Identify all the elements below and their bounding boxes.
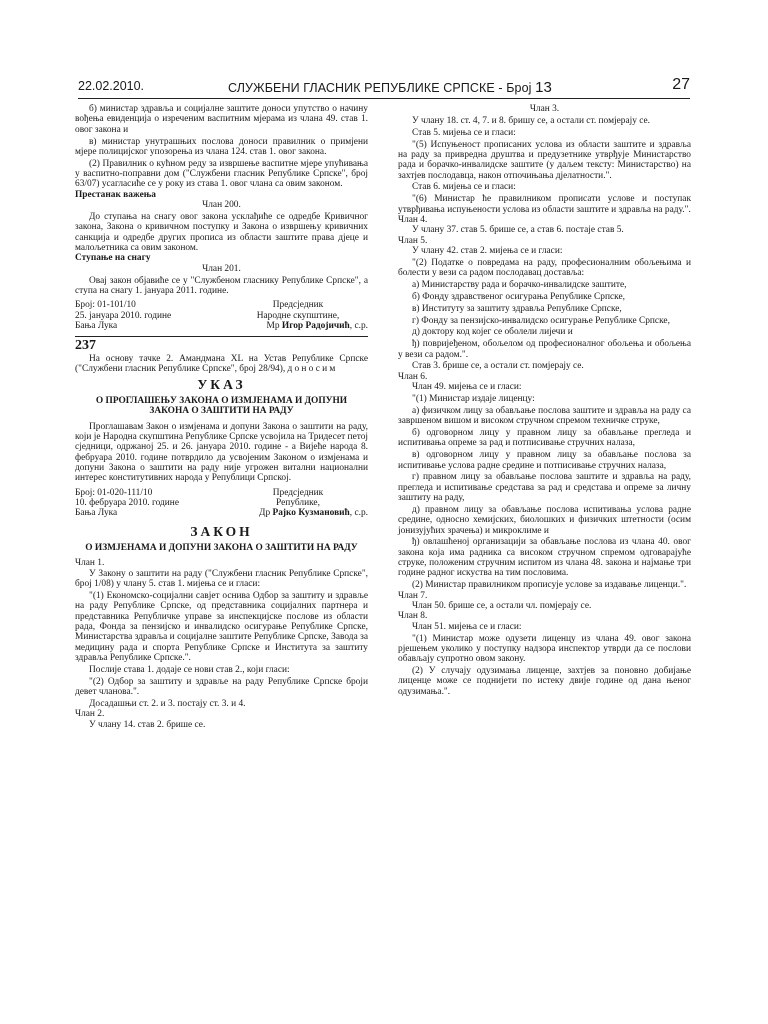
article-number: Члан 3. — [529, 104, 560, 114]
decree-subtitle: О ПРОГЛАШЕЊУ ЗАКОНА О ИЗМЈЕНАМА И ДОПУНИ ЗАКОНА О ЗАШТИТИ НА РАДУ — [95, 395, 348, 417]
paragraph: Став 5. мијења се и гласи: — [412, 127, 516, 138]
list-item: б) одговорном лицу у правном лицу за обављање прегледа и испитивања опреме за рад и потписивање стручних налаза, — [398, 427, 691, 449]
gazette-title-text: СЛУЖБЕНИ ГЛАСНИК РЕПУБЛИКЕ СРПСКЕ - Број — [228, 81, 532, 95]
signature-block — [75, 300, 368, 331]
law-title: ЗАКОН — [190, 523, 253, 539]
signatory-name: Рајко Кузмановић — [272, 508, 350, 519]
paragraph: (2) Правилник о кућном реду за извршење васпитне мјере упућивања у васпитно-поправни дом ("Службени гласник Републике Српске", број 63/07) усагласиће се у року из става 1. овог члана са овим законом. — [75, 158, 368, 190]
paragraph: (2) Министар правилником прописује услове за издавање лиценци.". — [412, 580, 687, 591]
reference-number: Број: 01-020-111/10 — [75, 487, 153, 498]
preamble-verb: доносим — [287, 363, 338, 374]
paragraph: До ступања на снагу овог закона усклађиће се одредбе Кривичног закона, Закона о кривичном поступку и Закона о извршењу кривичних санкција и одредбе других прописа из области заштите права дјеце и малољетника са овим законом. — [75, 211, 368, 253]
article-number: Члан 201. — [202, 263, 241, 274]
signatory-title: Мр — [266, 320, 280, 331]
paragraph: Члан 51. мијења се и гласи: — [412, 621, 522, 632]
gazette-title — [228, 79, 552, 96]
article-number: Члан 7. — [398, 590, 428, 601]
list-item: д) доктору код којег се оболели лијечи и — [412, 327, 573, 338]
paragraph: "(2) Податке о повредама на раду, професионалним обољењима и болести у вези са радом послодавац доставља: — [398, 257, 691, 279]
paragraph: У Закону о заштити на раду ("Службени гласник Републике Српске", број 1/08) у члану 5. став 1. мијења се и гласи: — [75, 568, 368, 590]
list-item: ђ) повријеђеном, обољелом од професионалног обољења и обољења у вези са радом.". — [398, 339, 691, 360]
signatory-name: Игор Радојичић — [281, 320, 350, 331]
paragraph: У члану 18. ст. 4, 7. и 8. бришу се, а остали ст. помјерају се. — [412, 115, 651, 126]
list-item: д) правном лицу за обављање послова испитивања услова радне средине, односно хемијских, биолошких и физичких штетности (осим јонизујућих зрачења) и микроклиме и — [398, 504, 691, 536]
article-number: Члан 1. — [75, 558, 105, 569]
paragraph: Став 3. брише се, а остали ст. помјерају се. — [412, 361, 584, 372]
law-subtitle: О ИЗМЈЕНАМА И ДОПУНИ ЗАКОНА О ЗАШТИТИ НА РАДУ — [85, 542, 358, 553]
list-item: ђ) овлашћеној организацији за обављање послова из члана 40. овог закона која има радника са високом стручном спремом одговарајуће струке, положеним стручним испитом из члана 48. закона и најмање три године радног искуства на тим пословима. — [398, 537, 691, 579]
signatory-role: Предсједник — [272, 300, 324, 311]
issue-number: 13 — [535, 79, 552, 96]
paragraph: Став 6. мијења се и гласи: — [412, 182, 516, 193]
article-number: Члан 4. — [398, 214, 428, 225]
signatory-suffix: , с.р. — [349, 320, 368, 331]
list-item: г) Фонду за пензијско-инвалидско осигурање Републике Српске, — [412, 315, 670, 326]
signature-date: 10. фебруара 2010. године — [75, 497, 179, 508]
left-column — [75, 104, 368, 730]
list-item: а) физичком лицу за обављање послова заштите и здравља на раду са завршеном вишом и високом стручном спремом техничке струке, — [398, 405, 691, 427]
paragraph: Послије става 1. додаје се нови став 2., који гласи: — [89, 664, 290, 675]
list-item: б) Фонду здравственог осигурања Републике Српске, — [412, 291, 625, 302]
divider — [75, 336, 368, 337]
signatory-title: Др — [259, 508, 271, 519]
list-item: г) правном лицу за обављање послова заштите и здравља на раду, прегледа и испитивање средстава за рад и средстава и опреме за личну заштиту на раду, — [398, 472, 691, 504]
signature-block — [75, 488, 368, 519]
section-heading: Ступање на снагу — [75, 253, 151, 264]
reference-number: Број: 01-101/10 — [75, 300, 136, 311]
paragraph: в) министар унутрашњих послова доноси правилник о примјени мјере полицијског упозорења из члана 124. став 1. овог закона. — [75, 136, 368, 157]
paragraph: Члан 49. мијења се и гласи: — [412, 382, 522, 393]
paragraph: Члан 50. брише се, а остали чл. помјерају се. — [412, 600, 592, 611]
page-number: 27 — [672, 76, 690, 93]
paragraph: Проглашавам Закон о измјенама и допуни Закона о заштити на раду, који је Народна скупштина Републике Српске усвојила на Тридесет петој сједници, одржаној 25. и 26. јануара 2010. године - а Вијеће народа 8. фебруара 2010. године потврдило да усвојеним Законом о измјенама и допуни Закона о заштити на раду није угрожен витални национални интерес конститутивних народа у Републици Српској. — [75, 421, 368, 484]
paragraph: "(1) Министар може одузети лиценцу из члана 49. овог закона рјешењем уколико у поступку надзора инспектор утврди да се послови обављају супротно овом закону. — [398, 633, 691, 665]
right-column — [398, 104, 691, 697]
section-heading: Престанак важења — [75, 189, 156, 200]
paragraph — [75, 354, 368, 375]
article-number: Члан 5. — [398, 235, 428, 246]
signatory-suffix: , с.р. — [349, 508, 368, 519]
paragraph: "(5) Испуњеност прописаних услова из области заштите и здравља на раду за привредна друштва и предузетнике утврђује Министарство рада и борачко-инвалидске заштите (у даљем тексту: Министарство) на захтјев послодавца, након отпочињања дјелатности.". — [398, 139, 691, 181]
signatory-body: Републике, — [276, 497, 320, 508]
preamble-text: На основу тачке 2. Амандмана XL на Устав Републике Српске ("Службени гласник Републике Српске", број 28/94), — [75, 353, 368, 374]
paragraph: "(2) Одбор за заштиту и здравље на раду Републике Српске броји девет чланова.". — [75, 676, 368, 698]
signature-place: Бања Лука — [75, 508, 118, 519]
paragraph: (2) У случају одузимања лиценце, захтјев за поновно добијање лиценце може се поднијети по истеку двије године од дана њеног одузимања.". — [398, 666, 691, 697]
list-item: в) одговорном лицу у правном лицу за обављање послова за испитивање услова радне средине и потписивање стручних налаза, — [398, 450, 691, 471]
article-number: Члан 8. — [398, 611, 428, 622]
paragraph: "(6) Министар ће правилником прописати услове и поступак утврђивања испуњености услова из области заштите и здравља на раду.". — [398, 194, 691, 215]
paragraph: "(1) Економско-социјални савјет оснива Одбор за заштиту и здравље на раду Републике Српске, од представника социјалних партнера и представника Републичке управе за инспекцијске послове из области рада, Фонда за пензијско и инвалидско осигурање Републике Српске, Министарства здравља и социјалне заштите Републике Српске, Завода за медицину рада и спорта Републике Српске и Института за заштиту здравља Републике Српске.". — [75, 591, 368, 664]
paragraph: У члану 14. став 2. брише се. — [89, 719, 206, 730]
list-item: в) Институту за заштиту здравља Републике Српске, — [412, 303, 622, 314]
decree-title: УКАЗ — [197, 377, 246, 393]
paragraph: У члану 37. став 5. брише се, а став 6. постаје став 5. — [412, 225, 624, 236]
paragraph: б) министар здравља и социјалне заштите доноси упутство о начину вођења евиденција о изреченим васпитним мјерама из члана 49. став 1. овог закона и — [75, 104, 368, 135]
paragraph: Досадашњи ст. 2. и 3. постају ст. 3. и 4. — [89, 698, 246, 709]
paragraph: У члану 42. став 2. мијења се и гласи: — [412, 245, 563, 256]
signature-date: 25. јануара 2010. године — [75, 310, 172, 321]
article-number: Члан 2. — [75, 709, 105, 720]
list-item: а) Министарству рада и борачко-инвалидске заштите, — [412, 280, 627, 290]
signature-place: Бања Лука — [75, 320, 118, 331]
page-header — [78, 76, 690, 99]
paragraph: Овај закон објавиће се у "Службеном гласнику Републике Српске", а ступа на снагу 1. јануара 2011. године. — [75, 275, 368, 296]
act-number: 237 — [75, 338, 96, 354]
signatory-role: Предсједник — [272, 487, 324, 498]
issue-date: 22.02.2010. — [78, 79, 145, 93]
article-number: Члан 6. — [398, 371, 428, 382]
article-number: Члан 200. — [202, 200, 241, 211]
signatory-body: Народне скупштине, — [256, 310, 340, 321]
paragraph: "(1) Министар издаје лиценцу: — [412, 393, 535, 404]
